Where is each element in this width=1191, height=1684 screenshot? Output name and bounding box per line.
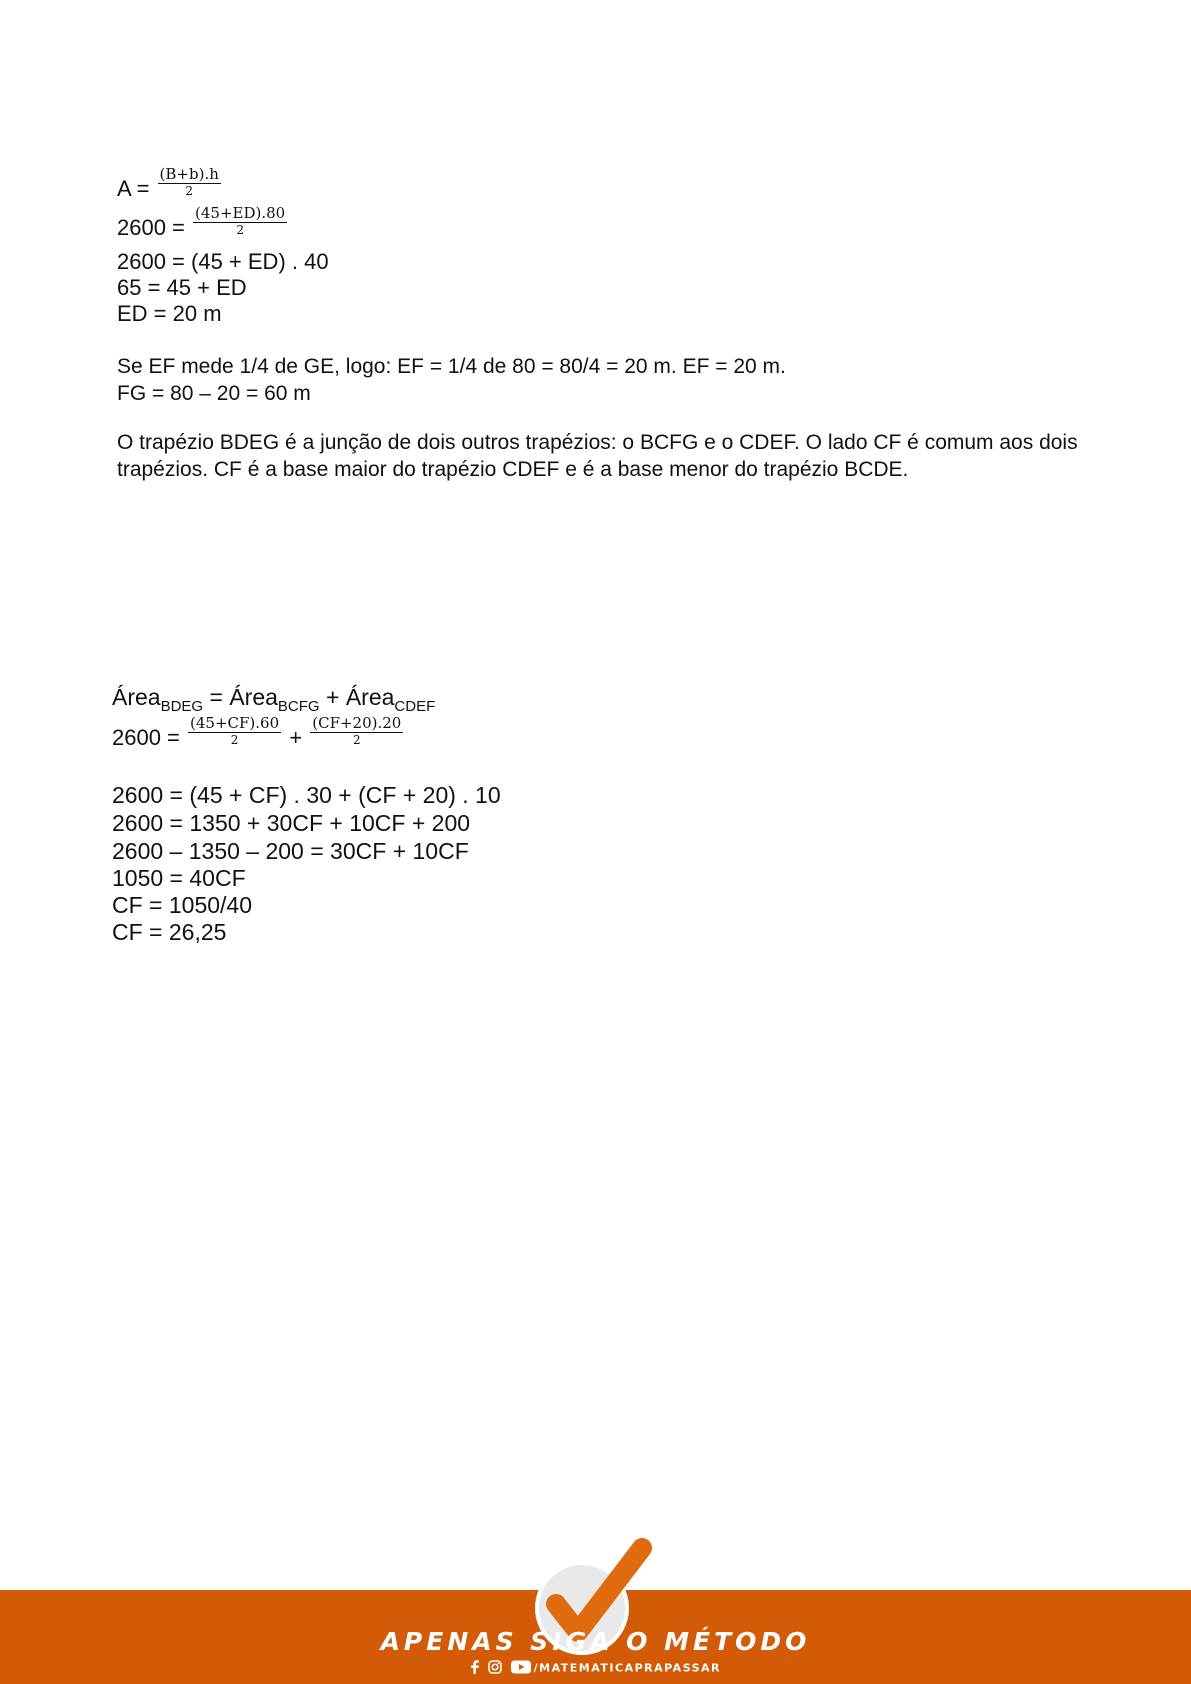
text-line: Se EF mede 1/4 de GE, logo: EF = 1/4 de 80 = 80/4 = 20 m. EF = 20 m. bbox=[117, 355, 786, 378]
fraction-denominator: 2 bbox=[236, 223, 244, 237]
subscript: BDEG bbox=[160, 698, 204, 715]
plus-sign: + bbox=[289, 724, 303, 750]
fraction bbox=[310, 715, 403, 747]
fraction bbox=[188, 715, 281, 747]
equation-line: 2600 = (45 + CF) . 30 + (CF + 20) . 10 bbox=[112, 782, 501, 808]
formula-area-trapezoid bbox=[117, 165, 223, 206]
equation-lhs: 2600 = bbox=[112, 724, 180, 750]
facebook-icon bbox=[470, 1660, 480, 1677]
equation-line: 2600 = (45 + ED) . 40 bbox=[117, 249, 329, 274]
subscript: BCFG bbox=[277, 698, 320, 715]
equation-line: CF = 1050/40 bbox=[112, 892, 253, 918]
instagram-icon bbox=[488, 1660, 502, 1677]
area-sum-equation bbox=[112, 684, 435, 714]
formula-lhs: A = bbox=[117, 175, 150, 201]
fraction-numerator: (45+ED).80 bbox=[195, 204, 286, 222]
area-word: Área bbox=[345, 684, 395, 710]
fraction bbox=[158, 166, 221, 198]
fraction-numerator: (CF+20).20 bbox=[312, 714, 402, 732]
fraction-numerator: (B+b).h bbox=[159, 165, 219, 183]
area-word: Área bbox=[229, 684, 278, 710]
equation-line: 2600 – 1350 – 200 = 30CF + 10CF bbox=[112, 838, 469, 864]
equation-lhs: 2600 = bbox=[117, 214, 185, 240]
fraction-denominator: 2 bbox=[185, 184, 194, 198]
subscript: CDEF bbox=[394, 698, 436, 715]
equation-line: ED = 20 m bbox=[117, 301, 222, 326]
equation-line: 1050 = 40CF bbox=[112, 865, 246, 891]
equals-sign: = bbox=[209, 684, 223, 710]
fraction-denominator: 2 bbox=[352, 733, 361, 747]
fraction-numerator: (45+CF).60 bbox=[190, 714, 280, 732]
equation-line: CF = 26,25 bbox=[112, 919, 227, 945]
equation-line: 2600 = 1350 + 30CF + 10CF + 200 bbox=[112, 810, 471, 836]
text-line: FG = 80 – 20 = 60 m bbox=[117, 382, 311, 405]
paragraph-trapezoids: O trapézio BDEG é a junção de dois outros trapézios: o BCFG e o CDEF. O lado CF é comum aos dois trapézios. CF é a base maior do trapézio CDEF e é a base menor do trapézio BCDE. bbox=[117, 431, 1078, 481]
fraction-denominator: 2 bbox=[230, 733, 239, 747]
social-handle-row bbox=[0, 1660, 1191, 1677]
equation-line bbox=[117, 204, 289, 245]
youtube-icon bbox=[511, 1660, 531, 1677]
footer-slogan: APENAS SIGA O MÉTODO bbox=[380, 1627, 811, 1656]
equation-line bbox=[112, 714, 405, 755]
plus-sign: + bbox=[325, 684, 340, 710]
paragraph-ef bbox=[117, 353, 1127, 407]
fraction bbox=[193, 205, 287, 237]
area-word: Área bbox=[112, 684, 161, 710]
equation-line: 65 = 45 + ED bbox=[117, 275, 247, 300]
social-handle: /MATEMATICAPRAPASSAR bbox=[533, 1661, 722, 1675]
